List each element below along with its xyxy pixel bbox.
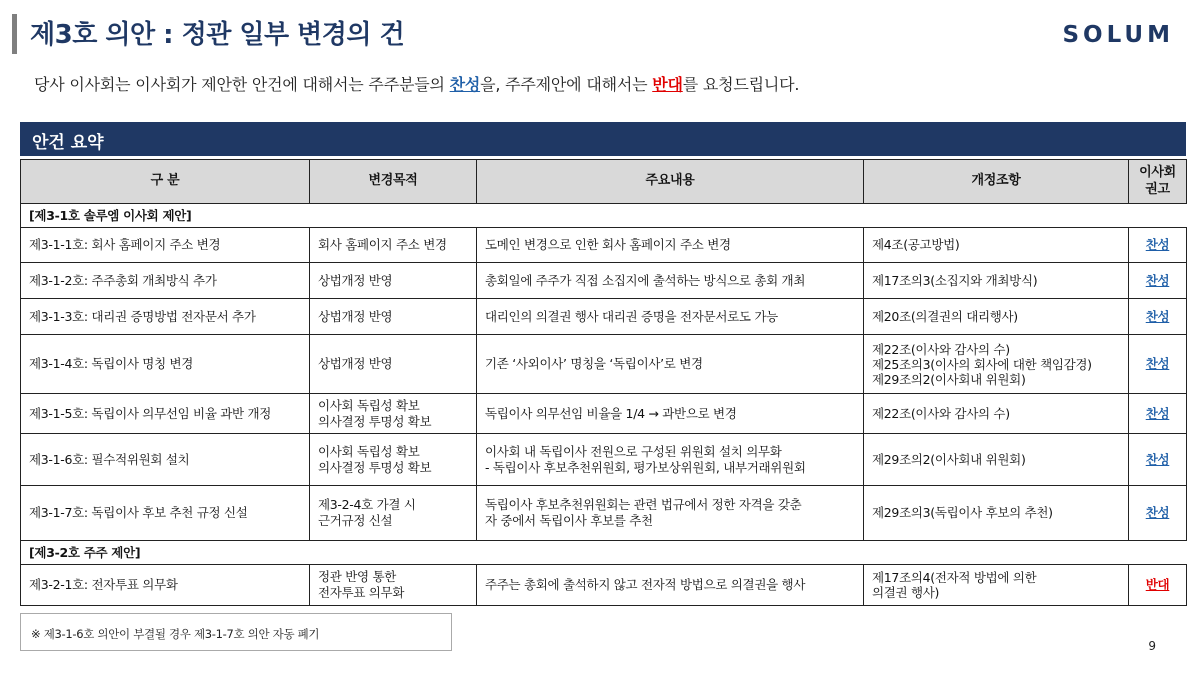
recommendation-cell: 찬성	[1129, 335, 1187, 394]
content-cell: 총회일에 주주가 직접 소집지에 출석하는 방식으로 총회 개최	[477, 263, 864, 299]
item-cell: 제3-1-4호: 독립이사 명칭 변경	[21, 335, 310, 394]
content-cell: 대리인의 의결권 행사 대리권 증명을 전자문서로도 가능	[477, 299, 864, 335]
content-cell: 주주는 총회에 출석하지 않고 전자적 방법으로 의결권을 행사	[477, 565, 864, 606]
content-cell: 독립이사 후보추천위원회는 관련 법규에서 정한 자격을 갖춘 자 중에서 독립이사 후보를 추천	[477, 486, 864, 541]
purpose-cell: 이사회 독립성 확보 의사결정 투명성 확보	[310, 434, 477, 486]
table-row	[21, 565, 1187, 606]
recommendation-cell: 반대	[1129, 565, 1187, 606]
purpose-cell: 상법개정 반영	[310, 263, 477, 299]
header-article: 개정조항	[864, 160, 1129, 204]
item-cell: 제3-1-3호: 대리권 증명방법 전자문서 추가	[21, 299, 310, 335]
intro-against-word: 반대	[652, 75, 683, 94]
purpose-cell: 회사 홈페이지 주소 변경	[310, 228, 477, 263]
purpose-cell: 정관 반영 통한 전자투표 의무화	[310, 565, 477, 606]
content-cell: 독립이사 의무선임 비율을 1/4 → 과반으로 변경	[477, 394, 864, 434]
agenda-table	[20, 159, 1187, 606]
article-cell: 제20조(의결권의 대리행사)	[864, 299, 1129, 335]
footnote: ※ 제3-1-6호 의안이 부결될 경우 제3-1-7호 의안 자동 폐기	[20, 613, 452, 651]
item-cell: 제3-1-2호: 주주총회 개최방식 추가	[21, 263, 310, 299]
table-row	[21, 394, 1187, 434]
article-cell: 제4조(공고방법)	[864, 228, 1129, 263]
table-row	[21, 299, 1187, 335]
group-row	[21, 204, 1187, 228]
solum-logo: SOLUM	[1062, 22, 1174, 48]
group-label: [제3-2호 주주 제안]	[21, 541, 1187, 565]
purpose-cell: 제3-2-4호 가결 시 근거규정 신설	[310, 486, 477, 541]
content-cell: 이사회 내 독립이사 전원으로 구성된 위원회 설치 의무화 - 독립이사 후보추천위원회, 평가보상위원회, 내부거래위원회	[477, 434, 864, 486]
article-cell: 제29조의3(독립이사 후보의 추천)	[864, 486, 1129, 541]
purpose-cell: 상법개정 반영	[310, 299, 477, 335]
content-cell: 도메인 변경으로 인한 회사 홈페이지 주소 변경	[477, 228, 864, 263]
group-row	[21, 541, 1187, 565]
item-cell: 제3-1-6호: 필수적위원회 설치	[21, 434, 310, 486]
article-cell: 제29조의2(이사회내 위원회)	[864, 434, 1129, 486]
table-row	[21, 335, 1187, 394]
content-cell: 기존 ‘사외이사’ 명칭을 ‘독립이사’로 변경	[477, 335, 864, 394]
intro-for-word: 찬성	[449, 75, 481, 94]
header-purpose: 변경목적	[310, 160, 477, 204]
article-cell: 제17조의4(전자적 방법에 의한 의결권 행사)	[864, 565, 1129, 606]
header-recommendation: 이사회 권고	[1129, 160, 1187, 204]
item-cell: 제3-1-5호: 독립이사 의무선임 비율 과반 개정	[21, 394, 310, 434]
table-body	[21, 204, 1187, 606]
recommendation-cell: 찬성	[1129, 228, 1187, 263]
page-title: 제3호 의안 : 정관 일부 변경의 건	[30, 20, 405, 50]
item-cell: 제3-1-1호: 회사 홈페이지 주소 변경	[21, 228, 310, 263]
intro-sentence	[34, 72, 799, 95]
purpose-cell: 상법개정 반영	[310, 335, 477, 394]
intro-text-1: 당사 이사회는 이사회가 제안한 안건에 대해서는 주주분들의	[34, 75, 450, 94]
recommendation-cell: 찬성	[1129, 394, 1187, 434]
section-header: 안건 요약	[20, 122, 1186, 156]
title-accent-bar	[12, 14, 17, 54]
item-cell: 제3-1-7호: 독립이사 후보 추천 규정 신설	[21, 486, 310, 541]
table-row	[21, 434, 1187, 486]
table-header-row	[21, 160, 1187, 204]
group-label: [제3-1호 솔루엠 이사회 제안]	[21, 204, 1187, 228]
intro-text-2: 을, 주주제안에 대해서는	[480, 75, 653, 94]
article-cell: 제17조의3(소집지와 개최방식)	[864, 263, 1129, 299]
intro-text-3: 를 요청드립니다.	[682, 75, 800, 94]
table-row	[21, 228, 1187, 263]
recommendation-cell: 찬성	[1129, 263, 1187, 299]
table-row	[21, 263, 1187, 299]
header-content: 주요내용	[477, 160, 864, 204]
table-row	[21, 486, 1187, 541]
article-cell: 제22조(이사와 감사의 수)	[864, 394, 1129, 434]
recommendation-cell: 찬성	[1129, 486, 1187, 541]
recommendation-cell: 찬성	[1129, 434, 1187, 486]
purpose-cell: 이사회 독립성 확보 의사결정 투명성 확보	[310, 394, 477, 434]
item-cell: 제3-2-1호: 전자투표 의무화	[21, 565, 310, 606]
recommendation-cell: 찬성	[1129, 299, 1187, 335]
article-cell: 제22조(이사와 감사의 수) 제25조의3(이사의 회사에 대한 책임감경) 제29조의2(이사회내 위원회)	[864, 335, 1129, 394]
header-category: 구 분	[21, 160, 310, 204]
page-number: 9	[1148, 639, 1156, 653]
